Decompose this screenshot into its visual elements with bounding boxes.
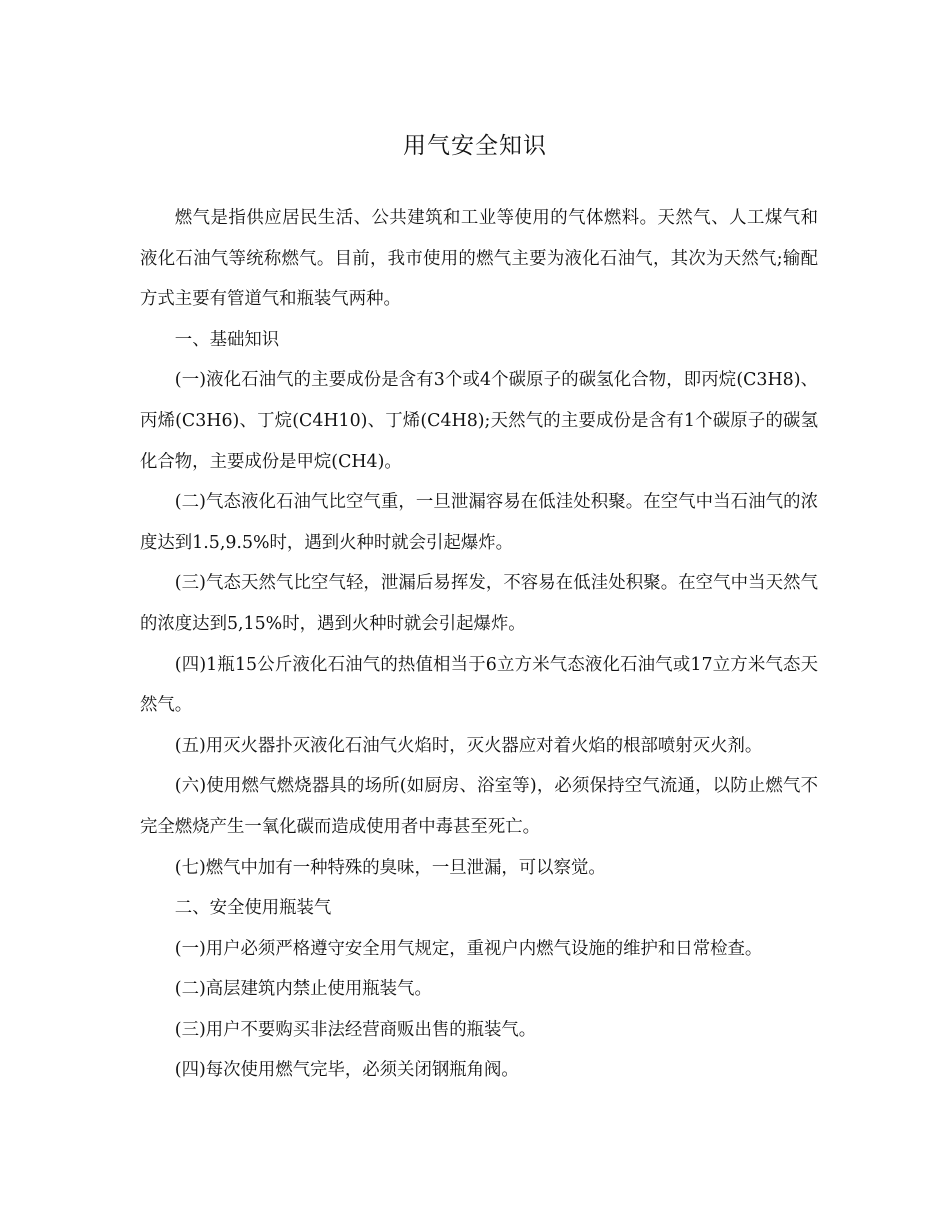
bottled-gas-item-2: (二)高层建筑内禁止使用瓶装气。 — [174, 979, 432, 1000]
basics-item-3: (三)气态天然气比空气轻，泄漏后易挥发，不容易在低洼处积聚。在空气中当天然气的浓度达到5,15%时，遇到火种时就会引起爆炸。 — [140, 573, 818, 634]
document-body — [140, 198, 818, 1091]
basics-item-1: (一)液化石油气的主要成份是含有3个或4个碳原子的碳氢化合物，即丙烷(C3H8)、丙烯(C3H6)、丁烷(C4H10)、丁烯(C4H8);天然气的主要成份是含有1个碳原子的碳氢化合物，主要成份是甲烷(CH4)。 — [140, 370, 818, 472]
section-heading-bottled-gas: 二、安全使用瓶装气 — [174, 898, 332, 919]
intro-paragraph: 燃气是指供应居民生活、公共建筑和工业等使用的气体燃料。天然气、人工煤气和液化石油气等统称燃气。目前，我市使用的燃气主要为液化石油气，其次为天然气;输配方式主要有管道气和瓶装气两种。 — [140, 208, 818, 310]
bottled-gas-item-1: (一)用户必须严格遵守安全用气规定，重视户内燃气设施的维护和日常检查。 — [174, 938, 763, 959]
document-title: 用气安全知识 — [403, 133, 547, 159]
basics-item-2: (二)气态液化石油气比空气重，一旦泄漏容易在低洼处积聚。在空气中当石油气的浓度达到1.5,9.5%时，遇到火种时就会引起爆炸。 — [140, 492, 818, 553]
basics-item-7: (七)燃气中加有一种特殊的臭味，一旦泄漏，可以察觉。 — [174, 857, 606, 878]
section-heading-basics: 一、基础知识 — [174, 329, 280, 350]
basics-item-6: (六)使用燃气燃烧器具的场所(如厨房、浴室等)，必须保持空气流通，以防止燃气不完全燃烧产生一氧化碳而造成使用者中毒甚至死亡。 — [140, 776, 818, 837]
bottled-gas-item-3: (三)用户不要购买非法经营商贩出售的瓶装气。 — [174, 1019, 537, 1040]
basics-item-4: (四)1瓶15公斤液化石油气的热值相当于6立方米气态液化石油气或17立方米气态天然气。 — [140, 654, 818, 716]
basics-item-5: (五)用灭火器扑灭液化石油气火焰时，灭火器应对着火焰的根部喷射灭火剂。 — [174, 735, 763, 756]
bottled-gas-item-4: (四)每次使用燃气完毕，必须关闭钢瓶角阀。 — [174, 1060, 519, 1081]
